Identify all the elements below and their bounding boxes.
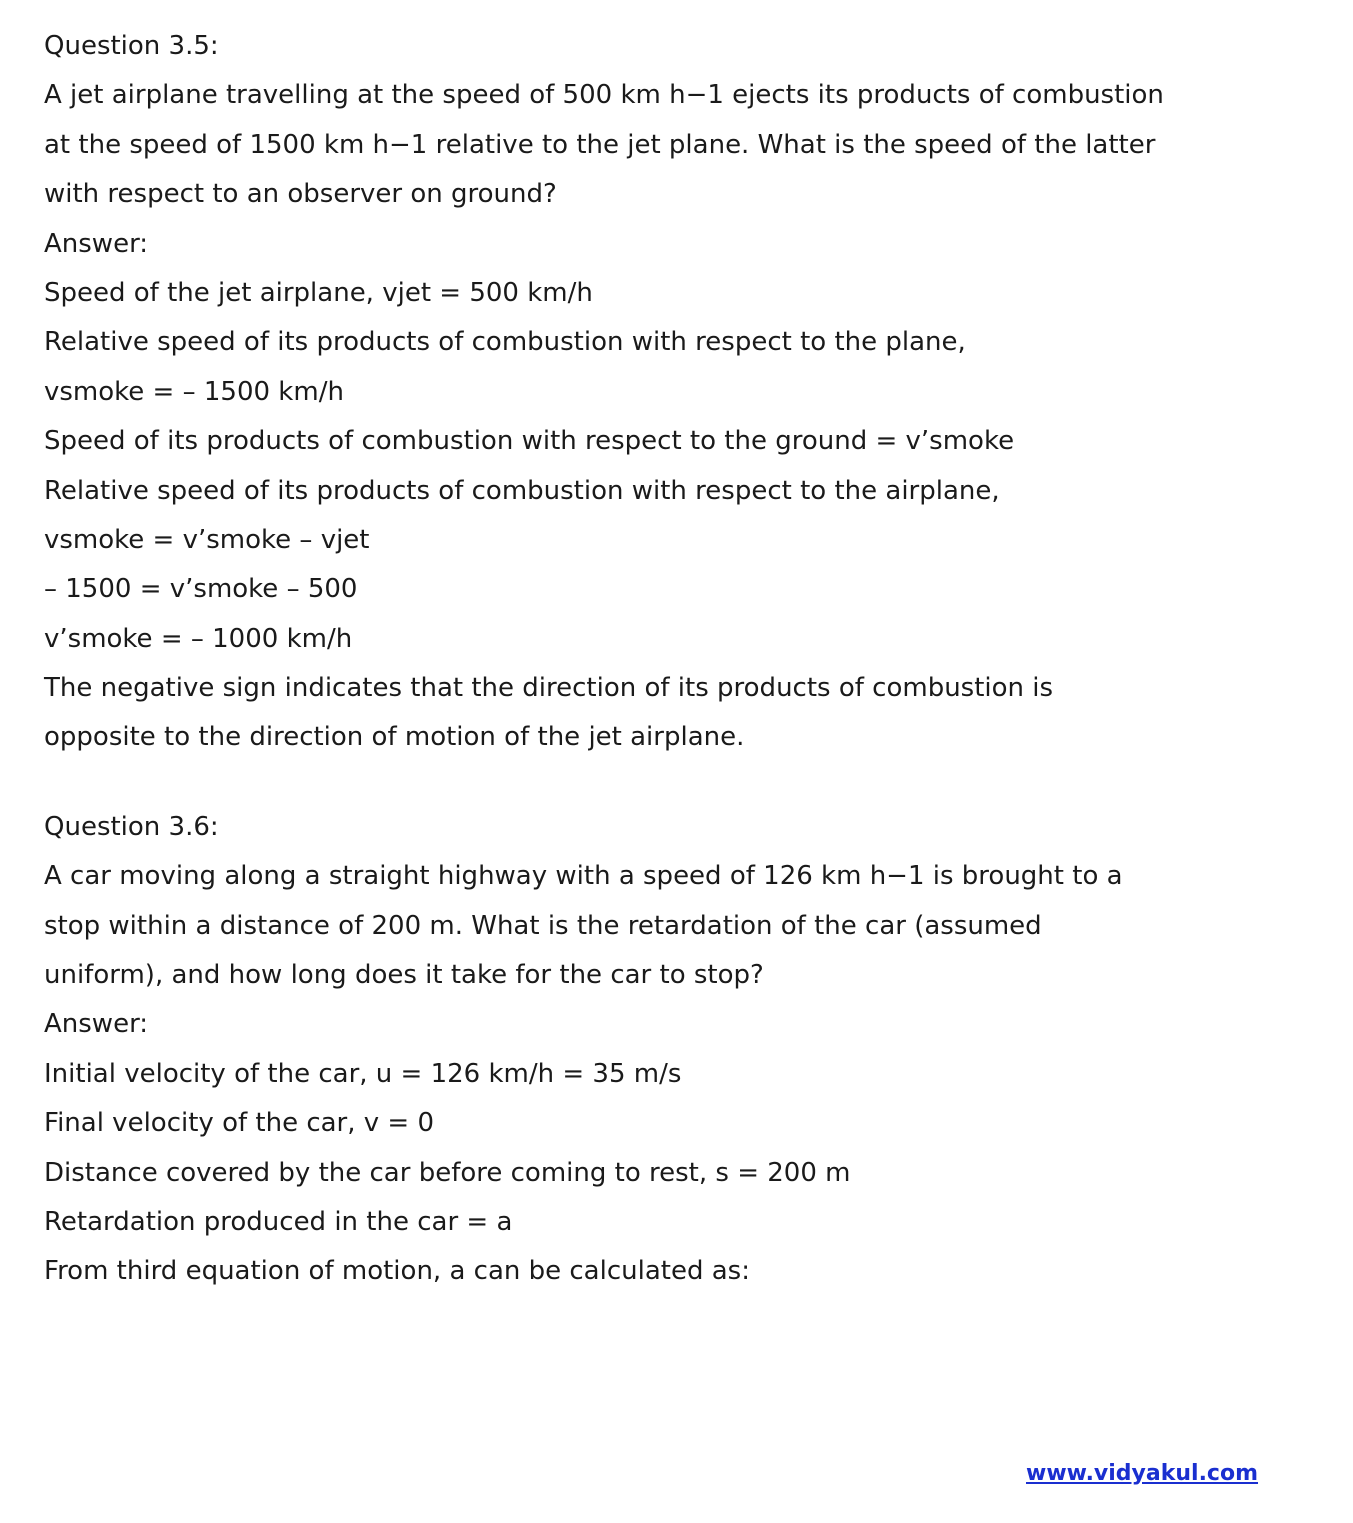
answer-3-6-label: Answer: [44, 1009, 149, 1040]
question-3-6-heading: Question 3.6: [44, 811, 219, 842]
answer-3-5-line-9: The negative sign indicates that the direction of its products of combustion is [44, 673, 1054, 704]
answer-3-5-line-10: opposite to the direction of motion of the jet airplane. [44, 722, 745, 753]
answer-3-5-line-7: – 1500 = v’smoke – 500 [44, 574, 358, 605]
section-spacer [44, 763, 1324, 803]
question-3-5-heading: Question 3.5: [44, 31, 219, 61]
question-3-5-text-line-1: A jet airplane travelling at the speed of 500 km h−1 ejects its products of combustion [44, 80, 1164, 111]
answer-3-5-line-2: Relative speed of its products of combustion with respect to the plane, [44, 327, 966, 358]
question-3-6-text-line-2: stop within a distance of 200 m. What is the retardation of the car (assumed [44, 910, 1042, 941]
question-3-5-text-line-2: at the speed of 1500 km h−1 relative to the jet plane. What is the speed of the latter [44, 129, 1156, 160]
question-3-5-text-line-3: with respect to an observer on ground? [44, 179, 557, 210]
answer-3-5-label: Answer: [44, 228, 149, 259]
answer-3-5-line-1: Speed of the jet airplane, vjet = 500 km/h [44, 277, 593, 308]
question-3-6-text-line-1: A car moving along a straight highway with a speed of 126 km h−1 is brought to a [44, 861, 1123, 892]
answer-3-5-line-3: vsmoke = – 1500 km/h [44, 376, 344, 407]
footer-website-link[interactable]: www.vidyakul.com [1026, 1461, 1259, 1486]
answer-3-5-line-6: vsmoke = v’smoke – vjet [44, 524, 370, 555]
answer-3-6-line-2: Final velocity of the car, v = 0 [44, 1108, 435, 1139]
answer-3-5-line-4: Speed of its products of combustion with respect to the ground = v’smoke [44, 426, 1015, 457]
answer-3-6-line-5: From third equation of motion, a can be calculated as: [44, 1256, 750, 1287]
question-3-6-text-line-3: uniform), and how long does it take for the car to stop? [44, 960, 764, 991]
document-page [44, 22, 1324, 1297]
answer-3-6-line-4: Retardation produced in the car = a [44, 1206, 513, 1237]
answer-3-5-line-8: v’smoke = – 1000 km/h [44, 623, 353, 654]
answer-3-6-line-1: Initial velocity of the car, u = 126 km/h = 35 m/s [44, 1058, 682, 1089]
answer-3-5-line-5: Relative speed of its products of combustion with respect to the airplane, [44, 475, 1000, 506]
answer-3-6-line-3: Distance covered by the car before coming to rest, s = 200 m [44, 1157, 851, 1188]
